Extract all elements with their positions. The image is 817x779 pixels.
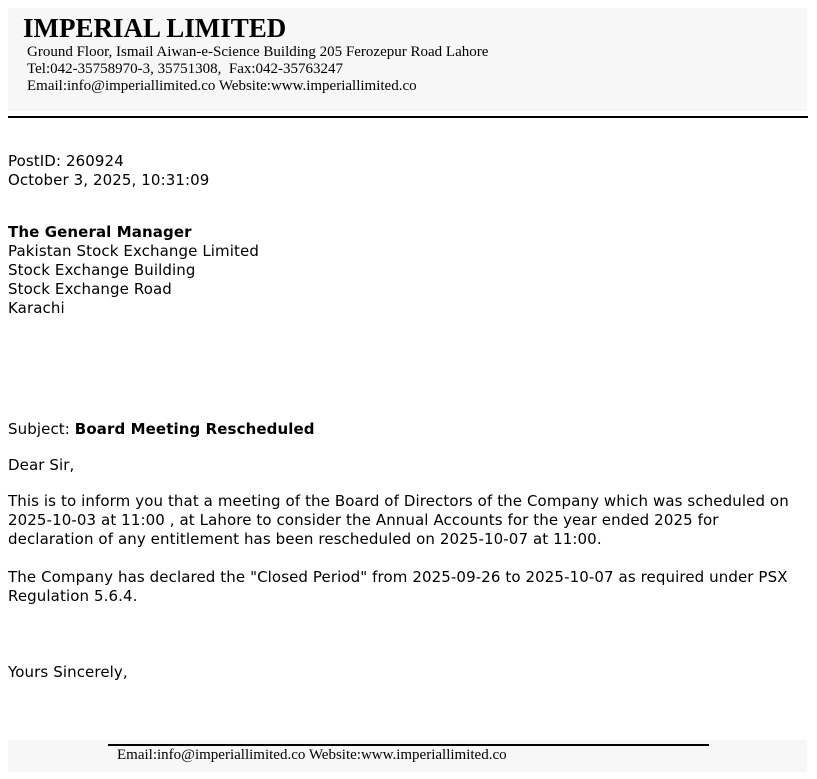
recipient-title: The General Manager [8,223,192,241]
subject-line [8,420,315,439]
recipient-city: Karachi [8,299,65,317]
header-divider [8,116,808,118]
company-address: Ground Floor, Ismail Aiwan-e-Science Building 205 Ferozepur Road Lahore [27,44,489,60]
recipient-organization: Pakistan Stock Exchange Limited [8,242,259,260]
post-id: PostID: 260924 [8,152,124,170]
closing: Yours Sincerely, [8,663,128,681]
body-paragraph-1: This is to inform you that a meeting of the Board of Directors of the Company which was scheduled on 2025-10-03 at 11:00 , at Lahore to consider the Annual Accounts for the year ended 2025 for declaration of any entitlement has been rescheduled on 2025-10-07 at 11:00. [8,492,789,548]
footer-divider [108,744,709,746]
footer-email-website: Email:info@imperiallimited.co Website:www.imperiallimited.co [117,747,507,763]
company-email-website: Email:info@imperiallimited.co Website:www.imperiallimited.co [27,78,417,94]
subject-text: Board Meeting Rescheduled [74,420,315,438]
letterhead [8,8,807,111]
recipient-building: Stock Exchange Building [8,261,196,279]
body-paragraph-2: The Company has declared the "Closed Period" from 2025-09-26 to 2025-10-07 as required under PSX Regulation 5.6.4. [8,568,788,605]
company-name: IMPERIAL LIMITED [23,13,287,43]
company-phone-fax: Tel:042-35758970-3, 35751308, Fax:042-35763247 [27,61,344,77]
recipient-road: Stock Exchange Road [8,280,172,298]
post-datetime: October 3, 2025, 10:31:09 [8,171,210,189]
salutation: Dear Sir, [8,456,75,474]
subject-label: Subject: [8,420,75,438]
